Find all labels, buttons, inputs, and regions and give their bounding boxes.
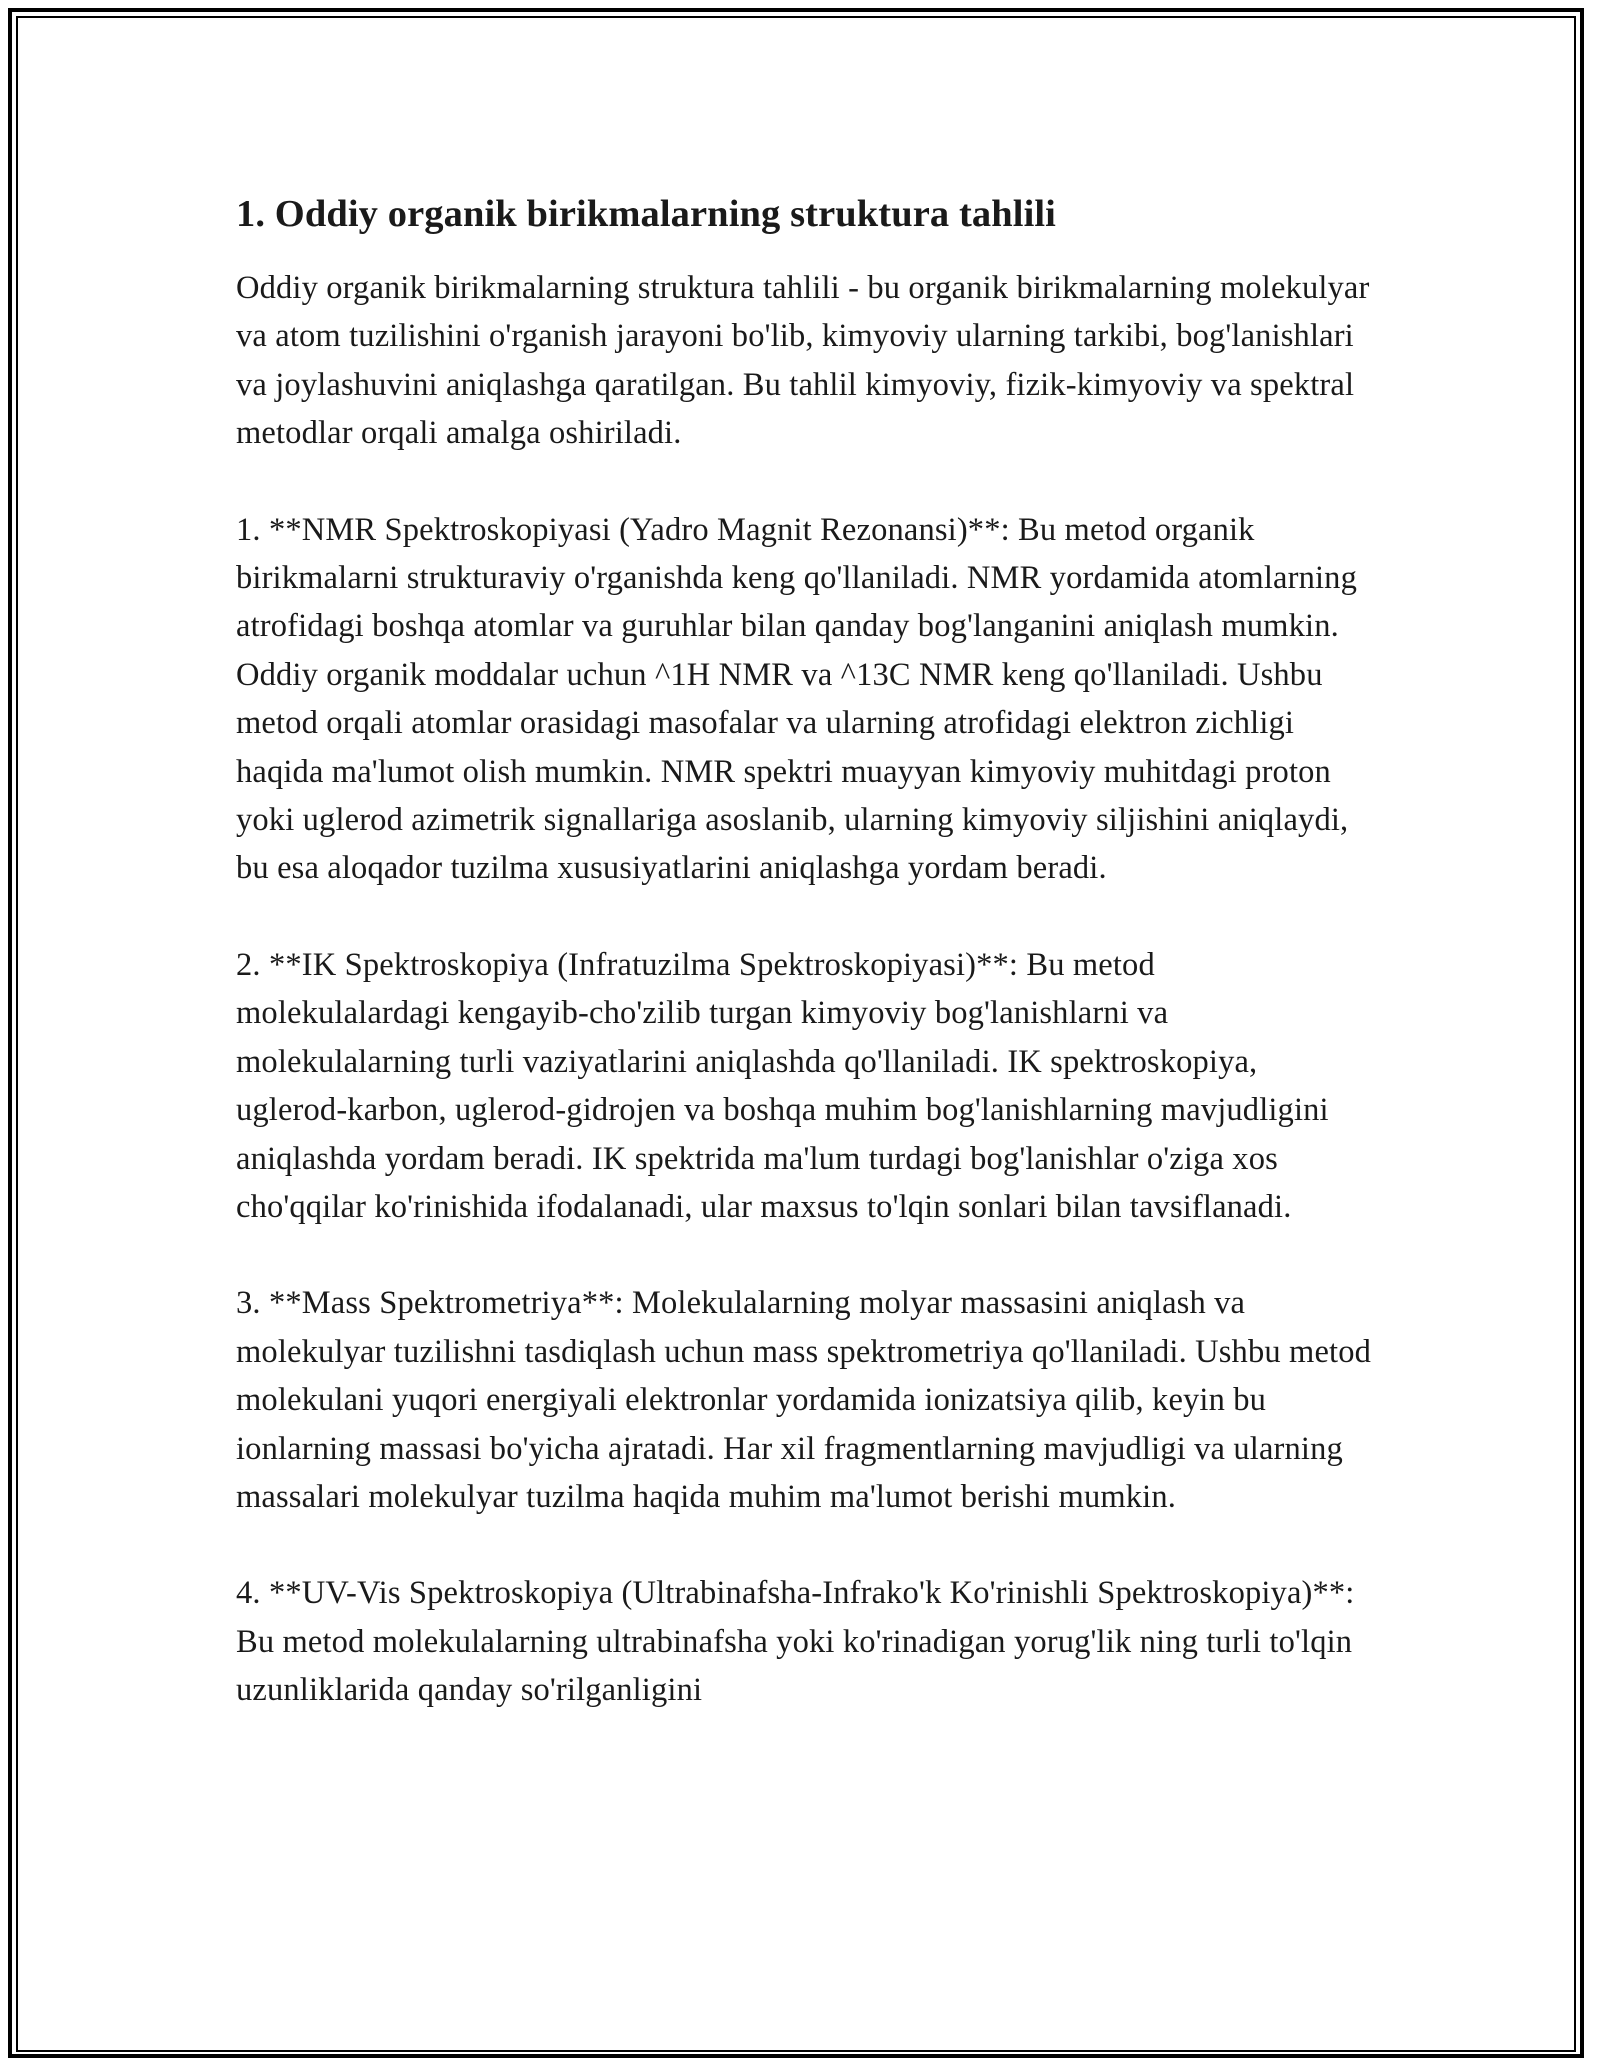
document-body — [236, 184, 1376, 1763]
mass-spec-paragraph: 3. **Mass Spektrometriya**: Molekulalarning molyar massasini aniqlash va molekulyar tuzilishni tasdiqlash uchun mass spektrometriya qo'llaniladi. Ushbu metod molekulani yuqori energiyali elektronlar yordamida ionizatsiya qilib, keyin bu ionlarning massasi bo'yicha ajratadi. Har xil fragmentlarning mavjudligi va ularning massalari molekulyar tuzilma haqida muhim ma'lumot berishi mumkin. — [236, 1285, 1372, 1515]
nmr-paragraph: 1. **NMR Spektroskopiyasi (Yadro Magnit Rezonansi)**: Bu metod organik birikmalarni strukturaviy o'rganishda keng qo'llaniladi. NMR yordamida atomlarning atrofidagi boshqa atomlar va guruhlar bilan qanday bog'langanini aniqlash mumkin. Oddiy organik moddalar uchun ^1H NMR va ^13C NMR keng qo'llaniladi. Ushbu metod orqali atomlar orasidagi masofalar va ularning atrofidagi elektron zichligi haqida ma'lumot olish mumkin. NMR spektri muayyan kimyoviy muhitdagi proton yoki uglerod azimetrik signallariga asoslanib, ularning kimyoviy siljishini aniqlaydi, bu esa aloqador tuzilma xususiyatlarini aniqlashga yordam beradi. — [236, 511, 1357, 887]
intro-paragraph: Oddiy organik birikmalarning struktura tahlili - bu organik birikmalarning molekulyar va atom tuzilishini o'rganish jarayoni bo'lib, kimyoviy ularning tarkibi, bog'lanishlari va joylashuvini aniqlashga qaratilgan. Bu tahlil kimyoviy, fizik-kimyoviy va spektral metodlar orqali amalga oshiriladi. — [236, 270, 1370, 452]
ir-paragraph: 2. **IK Spektroskopiya (Infratuzilma Spektroskopiyasi)**: Bu metod molekulalardagi kengayib-cho'zilib turgan kimyoviy bog'lanishlarni va molekulalarning turli vaziyatlarini aniqlashda qo'llaniladi. IK spektroskopiya, uglerod-karbon, uglerod-gidrojen va boshqa muhim bog'lanishlarning mavjudligini aniqlashda yordam beradi. IK spektrida ma'lum turdagi bog'lanishlar o'ziga xos cho'qqilar ko'rinishida ifodalanadi, ular maxsus to'lqin sonlari bilan tavsiflanadi. — [236, 946, 1329, 1225]
document-title: 1. Oddiy organik birikmalarning struktura tahlili — [236, 193, 1056, 235]
uv-vis-paragraph: 4. **UV-Vis Spektroskopiya (Ultrabinafsha-Infrako'k Ko'rinishli Spektroskopiya)**: Bu metod molekulalarning ultrabinafsha yoki ko'rinadigan yorug'lik ning turli to'lqin uzunliklarida qanday so'rilganligini — [236, 1575, 1355, 1709]
